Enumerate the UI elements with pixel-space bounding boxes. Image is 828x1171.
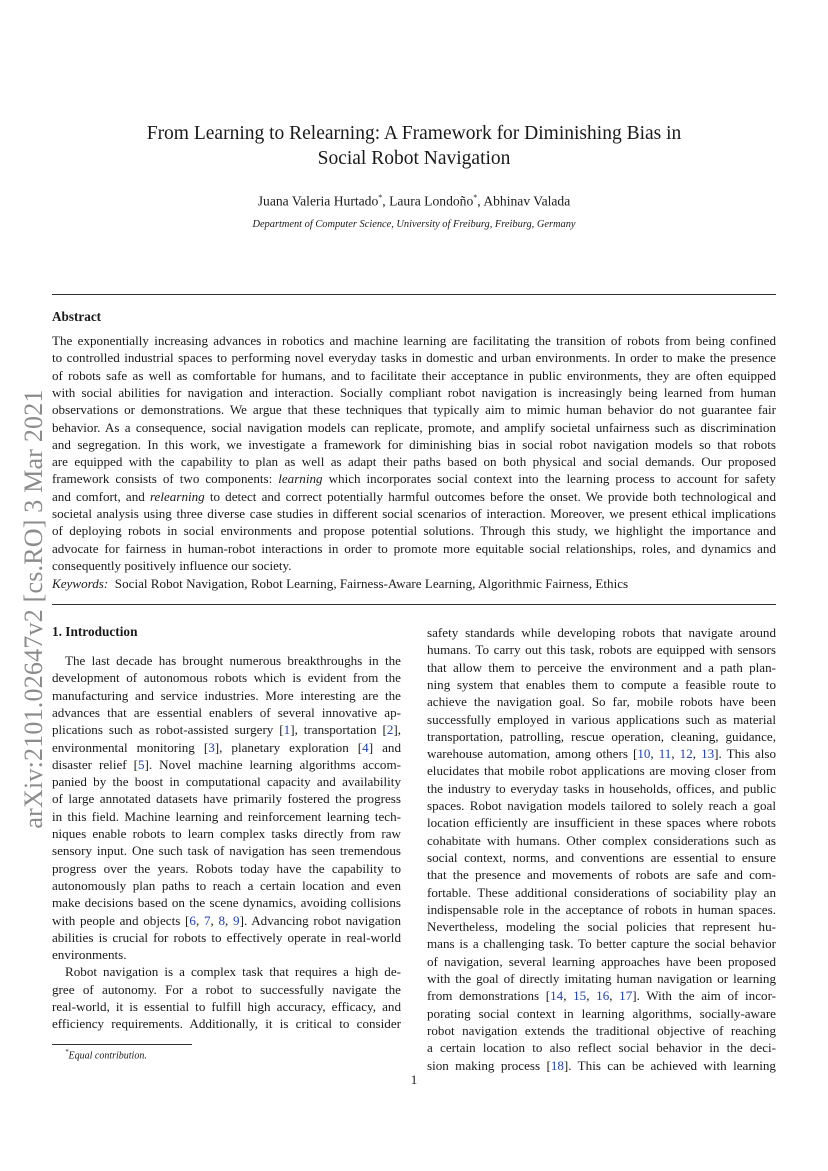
body-line: advances that are essential enablers of several innovative ap- <box>52 704 401 720</box>
body-line: spaces. Robot navigation models tailored to solely reach a goal <box>427 798 776 813</box>
body-line: achieve the navigation goal. So far, mobile robots have been <box>427 694 776 710</box>
body-line: humans. To carry out this task, robots are equipped with sensors <box>427 642 776 658</box>
body-line: Robot navigation is a complex task that requires a high de- <box>65 964 401 980</box>
citation-link[interactable]: 9 <box>233 912 240 928</box>
abstract-line: behavior. As a consequence, social navigation models can replicate, promote, and amplify societal unfairness such as discrimination <box>52 419 776 435</box>
footnote-mark: * <box>65 1048 69 1056</box>
author-list: Juana Valeria Hurtado*, Laura Londoño*, Abhinav Valada <box>257 193 571 209</box>
body-line: autonomously plan paths to reach a certain location and even <box>52 877 401 893</box>
citation-link[interactable]: 13 <box>701 746 715 762</box>
equal-contribution-mark: * <box>378 193 383 202</box>
body-line: with people and objects [6, 7, 8, 9]. Advancing robot navigation <box>52 912 401 928</box>
body-line: safety standards while developing robots that navigate around <box>427 625 776 640</box>
body-line: in this field. Machine learning and reinforcement learning tech- <box>52 808 401 824</box>
title-line-2: Social Robot Navigation <box>317 148 511 169</box>
body-line: elucidates that mobile robot applications are moving closer from <box>427 763 776 779</box>
citation-link[interactable]: 16 <box>596 988 610 1004</box>
body-line: successfully employed in various applications such as material <box>427 711 776 727</box>
abstract-line: advocate for fairness in human-robot interactions in order to promote more equitable social relationships, roles, and dynamics and <box>52 540 776 556</box>
body-line: robot navigation extends the traditional objective of reaching <box>427 1022 776 1038</box>
author-name: Laura Londoño <box>389 193 474 209</box>
body-line: social context, norms, and conventions are essential to ensure <box>427 849 776 865</box>
citation-link[interactable]: 17 <box>619 988 633 1004</box>
keywords <box>52 576 628 592</box>
keywords-list: Social Robot Navigation, Robot Learning, Fairness-Aware Learning, Algorithmic Fairness, Ethics <box>114 576 629 591</box>
paper-title <box>100 121 728 171</box>
footnote-text: Equal contribution. <box>68 1050 147 1062</box>
abstract-top-rule <box>52 294 776 295</box>
citation-link[interactable]: 6 <box>189 912 196 928</box>
citation-link[interactable]: 14 <box>550 988 564 1004</box>
body-line: disaster relief [5]. Novel machine learning algorithms accom- <box>52 756 401 772</box>
title-line-1: From Learning to Relearning: A Framework for Diminishing Bias in <box>146 123 682 144</box>
citation-link[interactable]: 10 <box>637 746 651 762</box>
body-line: The last decade has brought numerous breakthroughs in the <box>65 653 401 668</box>
abstract-line: of deploying robots in social environments and propose potential solutions. Through this study, we highlight the importance and <box>52 523 776 539</box>
body-line: plications such as robot-assisted surgery [1], transportation [2], <box>52 722 401 738</box>
affiliation: Department of Computer Science, University of Freiburg, Freiburg, Germany <box>252 219 576 230</box>
citation-link[interactable]: 1 <box>283 722 291 738</box>
body-line: environmental monitoring [3], planetary exploration [4] and <box>52 739 401 755</box>
body-line: abilities is crucial for robots to effectively operate in real-world <box>52 929 401 945</box>
abstract-line: and comfort, and relearning to detect and correct potentially harmful outcomes before the onset. We provide both technological and <box>52 488 776 504</box>
citation-link[interactable]: 8 <box>218 912 226 928</box>
arxiv-stamp: arXiv:2101.02647v2 [cs.RO] 3 Mar 2021 <box>19 389 48 829</box>
abstract-line: of robots safe as well as comfortable for humans, and to facilitate their acceptance in public environments, they are often equipped <box>52 367 776 383</box>
body-line: progress over the years. Robots today have the capability to <box>52 860 401 876</box>
citation-link[interactable]: 12 <box>679 746 693 762</box>
body-line: porating social context in learning algorithms, socially-aware <box>427 1005 776 1021</box>
abstract-line: are equipped with the capability to plan as well as adapt their paths based on both physical and social demands. Our proposed <box>52 454 776 470</box>
abstract-line: The exponentially increasing advances in robotics and machine learning are facilitating the transition of robots from being confined <box>52 333 776 348</box>
page-number: 1 <box>410 1072 418 1087</box>
body-line: of large annotated datasets have primarily fostered the progress <box>52 791 401 807</box>
abstract-line: with social abilities for navigation and interaction. Socially compliant robot navigation is increasingly being learned from human <box>52 384 776 400</box>
body-line: Nevertheless, modeling the social policies that represent hu- <box>427 919 776 935</box>
footnote <box>65 1048 147 1061</box>
body-line: ning system that enables them to compute a feasible route to <box>427 676 776 692</box>
section-heading-introduction: 1. Introduction <box>52 624 138 639</box>
author-name: Juana Valeria Hurtado <box>257 193 379 209</box>
citation-link[interactable]: 4 <box>362 739 369 755</box>
body-line: panied by the boost in computational capacity and availability <box>52 774 401 790</box>
body-line: real-world, it is essential to fulfill high accuracy, efficacy, and <box>52 999 401 1014</box>
body-line: a certain location to also reflect social behavior in the deci- <box>427 1040 776 1056</box>
equal-contribution-mark: * <box>473 193 478 202</box>
body-line: fortable. These additional considerations of sociability play an <box>427 884 776 900</box>
citation-link[interactable]: 2 <box>386 722 394 738</box>
body-line: warehouse automation, among others [10, 11, 12, 13]. This also <box>427 746 776 762</box>
body-line: sensory input. One such task of navigation has seen tremendous <box>52 843 401 859</box>
body-line: from demonstrations [14, 15, 16, 17]. With the aim of incor- <box>427 988 776 1004</box>
body-line: make decisions based on the scene dynamics, avoiding collisions <box>52 895 401 911</box>
body-line: that allow them to perceive the environment and a path plan- <box>427 659 776 675</box>
abstract-line: framework consists of two components: learning which incorporates social context into the learning process to account for safety <box>52 471 776 487</box>
body-line: indispensable role in the acceptance of robots in human spaces. <box>427 901 776 917</box>
body-line: gree of autonomy. For a robot to successfully navigate the <box>52 981 401 997</box>
body-line: the industry to everyday tasks in households, offices, and public <box>427 780 776 796</box>
citation-link[interactable]: 7 <box>203 912 211 928</box>
abstract-line: consequently positively influence our society. <box>52 557 292 573</box>
body-line: sion making process [18]. This can be achieved with learning <box>427 1057 776 1073</box>
citation-link[interactable]: 11 <box>658 746 672 762</box>
body-line: that the presence and movements of robots are safe and com- <box>427 867 776 883</box>
body-line: mans is a challenging task. To better capture the social behavior <box>427 936 776 952</box>
body-line: niques enable robots to learn complex tasks directly from raw <box>52 826 401 841</box>
emphasis: relearning <box>149 488 205 504</box>
abstract-bottom-rule <box>52 604 776 605</box>
body-line: environments. <box>52 947 127 963</box>
abstract-line: societal analysis using three diverse case studies in different social scenarios of interaction. Moreover, we present ethical implications <box>52 506 776 521</box>
body-line: of navigation, several learning approaches have been proposed <box>427 953 776 969</box>
body-line: location efficiently are insufficient in these spaces where robots <box>427 815 776 831</box>
citation-link[interactable]: 18 <box>550 1057 564 1073</box>
keywords-label: Keywords: <box>52 576 109 591</box>
abstract-line: to controlled industrial spaces to performing novel everyday tasks in domestic and urban environments. In order to make the presence <box>52 350 776 366</box>
emphasis: learning <box>278 471 323 487</box>
body-line: transportation, patrolling, rescue operation, cleaning, guidance, <box>427 728 776 744</box>
abstract-line: and segregation. In this work, we investigate a framework for diminishing bias in social robot navigation models so that robots <box>52 436 776 452</box>
body-line: with the goal of directly imitating human navigation or learning <box>427 971 776 986</box>
body-line: cohabitate with humans. Other complex considerations such as <box>427 832 776 848</box>
citation-link[interactable]: 15 <box>573 988 587 1004</box>
abstract-heading: Abstract <box>52 309 102 324</box>
body-line: efficiency requirements. Additionally, it is critical to consider <box>52 1016 401 1032</box>
author-name: Abhinav Valada <box>483 193 571 209</box>
abstract-line: observations or demonstrations. We argue that these techniques that typically aim to mimic human behavior do not guarantee fair <box>52 402 776 418</box>
citation-link[interactable]: 3 <box>208 739 215 755</box>
body-line: manufacturing and service industries. More interesting are the <box>52 687 401 703</box>
citation-link[interactable]: 5 <box>138 756 145 772</box>
footnote-rule <box>52 1044 192 1045</box>
body-line: development of autonomous robots which is evident from the <box>52 670 401 686</box>
